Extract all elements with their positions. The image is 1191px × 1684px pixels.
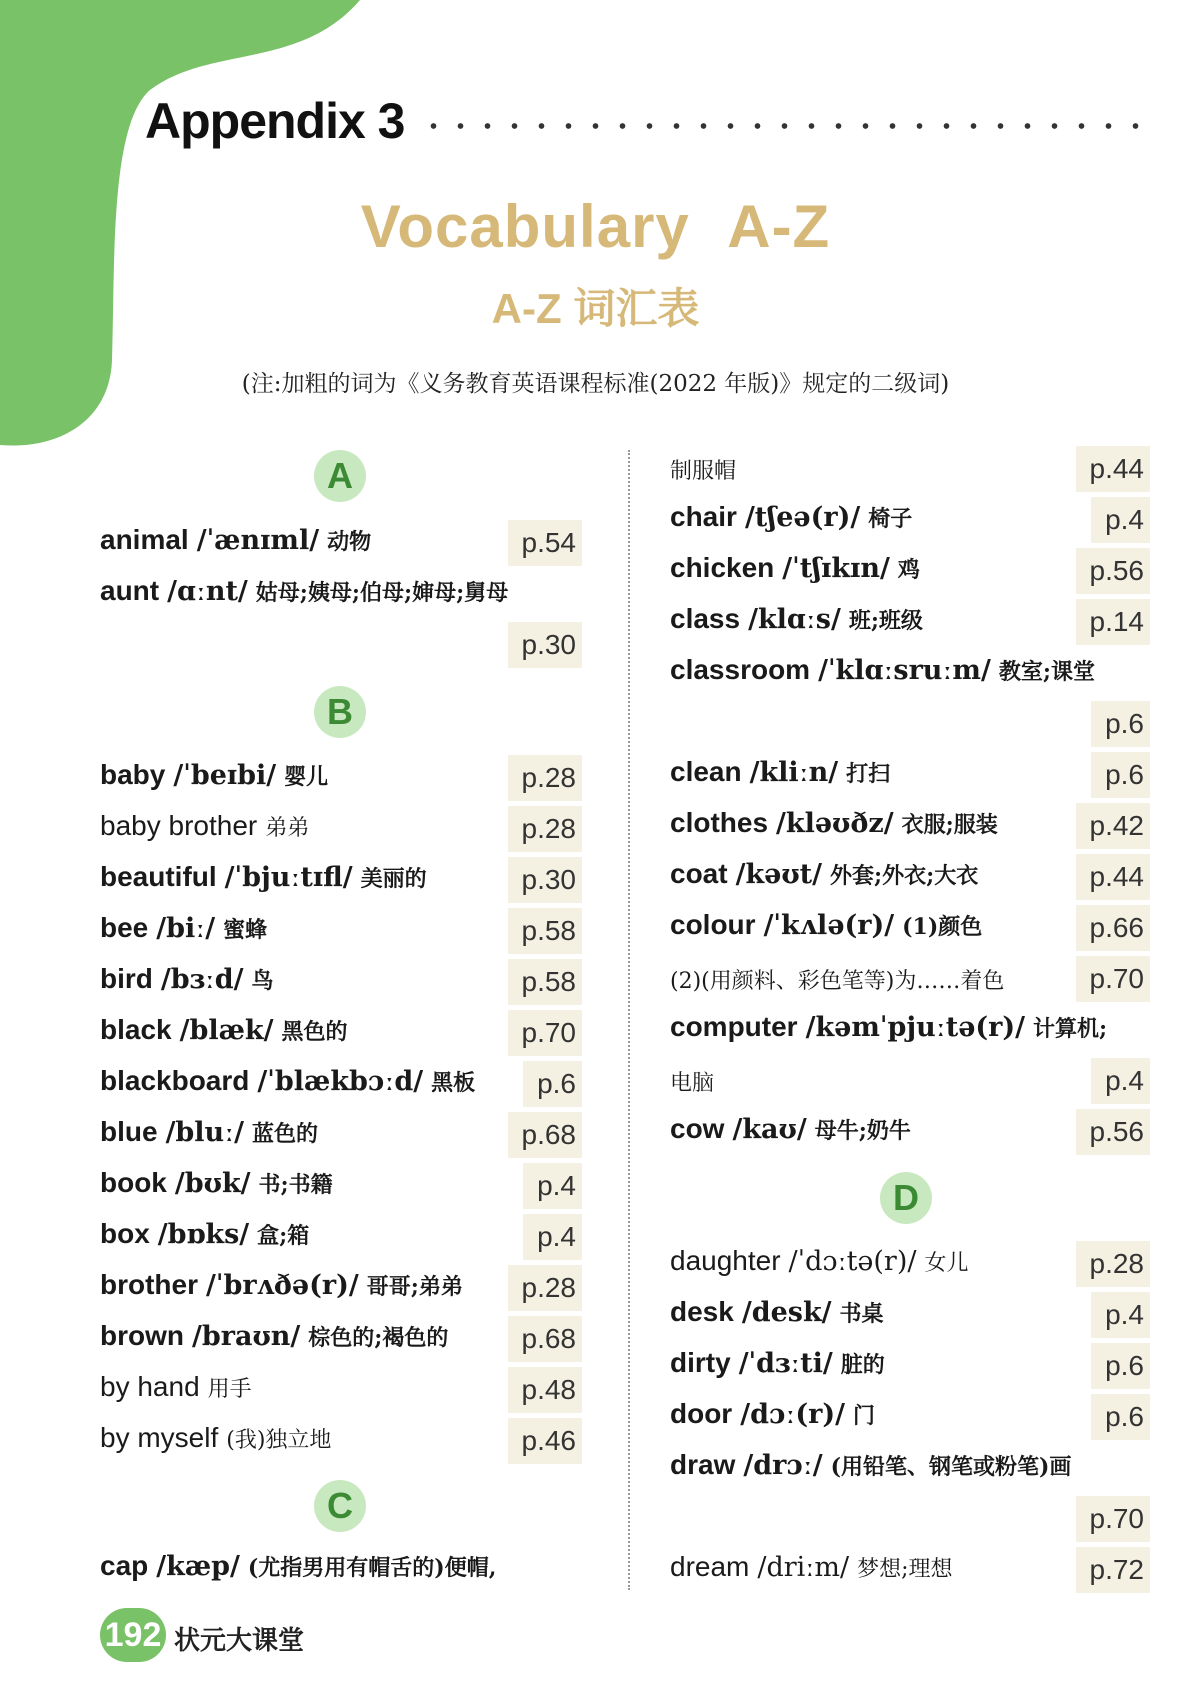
vocab-entry <box>100 571 582 621</box>
entry-ipa: /kliːn/ <box>749 757 839 788</box>
entry-ipa: /ˈbrʌðə(r)/ <box>206 1270 359 1301</box>
entry-word: classroom <box>670 654 811 685</box>
entry-ipa: /biː/ <box>156 913 216 944</box>
entry-term <box>100 912 267 944</box>
entry-word: brown <box>100 1320 184 1351</box>
entry-page: p.6 <box>523 1061 582 1107</box>
entry-term <box>100 1422 331 1454</box>
entry-meaning: 女儿 <box>924 1251 969 1276</box>
entry-meaning: 电脑 <box>670 1071 715 1096</box>
entry-ipa: /ˈænɪml/ <box>196 525 320 556</box>
entry-ipa: /braʊn/ <box>192 1321 301 1352</box>
entry-meaning: 班;班级 <box>848 608 923 634</box>
entry-page: p.28 <box>508 806 583 852</box>
entry-meaning: (尤指男用有帽舌的)便帽, <box>247 1555 497 1581</box>
vocab-entry <box>100 1546 582 1596</box>
entry-ipa: /kəʊt/ <box>735 859 822 890</box>
entry-term <box>100 1320 448 1352</box>
entry-word: coat <box>670 858 728 889</box>
entry-term <box>100 861 427 893</box>
letter-heading-c: C <box>314 1480 366 1532</box>
entry-page: p.72 <box>1076 1547 1151 1593</box>
entry-word: desk <box>670 1296 734 1327</box>
entry-page: p.44 <box>1076 854 1151 900</box>
entry-word: door <box>670 1398 733 1429</box>
entry-ipa: /ˈklɑːsruːm/ <box>818 655 991 686</box>
entry-meaning: (用铅笔、钢笔或粉笔)画 <box>830 1454 1072 1480</box>
vocab-entry <box>100 1061 582 1111</box>
entry-term <box>100 1116 318 1148</box>
entry-term <box>670 654 1095 686</box>
entry-meaning: 计算机; <box>1033 1016 1108 1042</box>
entry-word: black <box>100 1014 172 1045</box>
entry-term <box>100 1269 463 1301</box>
vocab-entry <box>100 1010 582 1060</box>
entry-word: box <box>100 1218 150 1249</box>
entry-page: p.68 <box>508 1112 583 1158</box>
entry-word: brother <box>100 1269 198 1300</box>
entry-page: p.66 <box>1076 905 1151 951</box>
entry-page: p.4 <box>523 1214 582 1260</box>
entry-ipa: /tʃeə(r)/ <box>744 502 861 533</box>
letter-heading-a: A <box>314 450 366 502</box>
entry-page: p.42 <box>1076 803 1151 849</box>
entry-meaning: 鸡 <box>897 557 920 583</box>
entry-word: baby <box>100 759 166 790</box>
entry-word: dream <box>670 1551 750 1582</box>
entry-page: p.48 <box>508 1367 583 1413</box>
entry-page: p.4 <box>1091 497 1150 543</box>
entry-page: p.54 <box>508 520 583 566</box>
entry-ipa: /driːm/ <box>757 1552 850 1583</box>
entry-meaning: 梦想;理想 <box>857 1557 953 1582</box>
entry-meaning: 椅子 <box>868 506 913 532</box>
entry-term <box>100 1550 496 1582</box>
vocab-entry-continuation <box>670 1058 1150 1108</box>
vocab-entry <box>670 1241 1150 1291</box>
entry-meaning: 婴儿 <box>284 764 329 790</box>
entry-ipa: /drɔː/ <box>743 1450 823 1481</box>
page-number: 192 <box>100 1608 166 1662</box>
entry-word: blackboard <box>100 1065 250 1096</box>
entry-ipa: /kæp/ <box>156 1551 240 1582</box>
entry-word: class <box>670 603 741 634</box>
entry-meaning: 教室;课堂 <box>998 659 1095 685</box>
vocab-entry <box>100 1418 582 1468</box>
vocab-entry <box>670 548 1150 598</box>
entry-ipa: /bluː/ <box>165 1117 245 1148</box>
entry-word: daughter <box>670 1245 781 1276</box>
entry-term <box>100 1065 475 1097</box>
vocab-entry <box>670 905 1150 955</box>
letter-heading-b: B <box>314 686 366 738</box>
entry-term <box>670 1551 953 1583</box>
entry-page: p.30 <box>508 857 583 903</box>
vocab-entry <box>100 1265 582 1315</box>
entry-word: chair <box>670 501 737 532</box>
entry-page: p.6 <box>1091 752 1150 798</box>
vocab-entry <box>670 1007 1150 1057</box>
entry-ipa: /bɒks/ <box>157 1219 250 1250</box>
entry-meaning: 鸟 <box>251 968 274 994</box>
vocab-entry <box>670 1343 1150 1393</box>
entry-meaning: (我)独立地 <box>226 1428 332 1453</box>
entry-word: colour <box>670 909 756 940</box>
entry-word: chicken <box>670 552 775 583</box>
entry-meaning: 蜜蜂 <box>223 917 268 943</box>
vocab-entry <box>100 520 582 570</box>
entry-word: book <box>100 1167 167 1198</box>
entry-page: p.6 <box>1091 1394 1150 1440</box>
entry-term <box>100 810 309 842</box>
entry-ipa: /kəmˈpjuːtə(r)/ <box>805 1012 1026 1043</box>
entry-meaning: 蓝色的 <box>252 1121 319 1147</box>
vocab-entry <box>670 854 1150 904</box>
entry-term <box>100 575 508 607</box>
entry-term <box>100 1014 348 1046</box>
entry-word: draw <box>670 1449 736 1480</box>
vocab-entry <box>100 1316 582 1366</box>
entry-ipa: /dɔː(r)/ <box>740 1399 846 1430</box>
entry-ipa: /ˈbjuːtɪfl/ <box>224 862 353 893</box>
entry-ipa: /ˈkʌlə(r)/ <box>763 910 895 941</box>
entry-page: p.30 <box>508 622 583 668</box>
vocab-entry <box>670 1547 1150 1597</box>
vocab-entry-continuation <box>670 446 1150 496</box>
entry-meaning: 黑板 <box>431 1070 476 1096</box>
entry-word: bee <box>100 912 149 943</box>
vocab-entry <box>100 1214 582 1264</box>
entry-ipa: /blæk/ <box>179 1015 274 1046</box>
entry-page: p.28 <box>508 755 583 801</box>
entry-page: p.4 <box>1091 1058 1150 1104</box>
entry-ipa: /bʊk/ <box>174 1168 251 1199</box>
entry-ipa: /ˈtʃɪkɪn/ <box>782 553 890 584</box>
entry-word: by hand <box>100 1371 200 1402</box>
entry-word: clothes <box>670 807 769 838</box>
vocab-entry <box>670 599 1150 649</box>
page-title: Vocabulary A-Z <box>360 193 831 260</box>
entry-meaning: 用手 <box>207 1377 252 1402</box>
appendix-label: Appendix 3 <box>145 93 405 149</box>
entry-word: bird <box>100 963 153 994</box>
entry-page: p.58 <box>508 908 583 954</box>
entry-term <box>100 1371 252 1403</box>
column-divider <box>628 450 630 1590</box>
entry-word: baby brother <box>100 810 258 841</box>
entry-term <box>100 759 328 791</box>
entry-page: p.6 <box>1091 1343 1150 1389</box>
entry-page: p.56 <box>1076 548 1151 594</box>
vocab-entry <box>100 1112 582 1162</box>
vocab-entry <box>670 497 1150 547</box>
entry-meaning: 动物 <box>327 529 372 555</box>
entry-page: p.28 <box>508 1265 583 1311</box>
vocab-entry-continuation <box>670 956 1150 1006</box>
entry-term <box>670 1011 1107 1043</box>
entry-ipa: /kləʊðz/ <box>776 808 894 839</box>
vocab-entry <box>100 1367 582 1417</box>
entry-word: cow <box>670 1113 725 1144</box>
entry-word: cap <box>100 1550 149 1581</box>
entry-ipa: /ɑːnt/ <box>167 576 248 607</box>
entry-meaning: 书桌 <box>839 1301 884 1327</box>
entry-term <box>100 963 274 995</box>
dotted-leader <box>420 122 1150 130</box>
vocab-entry <box>670 1109 1150 1159</box>
entry-page: p.4 <box>523 1163 582 1209</box>
entry-meaning: 门 <box>853 1403 876 1429</box>
entry-term <box>670 1245 968 1277</box>
vocab-entry-continuation <box>670 701 1150 751</box>
entry-page: p.14 <box>1076 599 1151 645</box>
letter-heading-d: D <box>880 1172 932 1224</box>
entry-meaning: 衣服;服装 <box>901 812 998 838</box>
vocab-entry <box>670 803 1150 853</box>
entry-ipa: /ˈblækbɔːd/ <box>257 1066 424 1097</box>
book-name: 状元大课堂 <box>174 1625 305 1655</box>
entry-meaning: 哥哥;弟弟 <box>366 1274 463 1300</box>
vocab-entry <box>670 1445 1150 1495</box>
entry-ipa: /ˈbeɪbi/ <box>173 760 277 791</box>
entry-page: p.44 <box>1076 446 1151 492</box>
entry-term <box>670 1449 1071 1481</box>
entry-word: dirty <box>670 1347 731 1378</box>
vocab-entry <box>100 959 582 1009</box>
vocab-entry-continuation <box>670 1496 1150 1546</box>
entry-ipa: /ˈdɜːti/ <box>738 1348 833 1379</box>
entry-ipa: /kaʊ/ <box>732 1114 807 1145</box>
entry-page: p.70 <box>1076 956 1151 1002</box>
entry-word: clean <box>670 756 742 787</box>
vocab-entry <box>100 857 582 907</box>
entry-meaning: (2)(用颜料、彩色笔等)为……着色 <box>670 969 1005 994</box>
vocab-entry <box>670 1292 1150 1342</box>
entry-meaning: 美丽的 <box>360 866 427 892</box>
entry-meaning: 书;书籍 <box>258 1172 333 1198</box>
entry-term <box>670 1347 885 1379</box>
entry-term <box>670 501 912 533</box>
note-text: (注:加粗的词为《义务教育英语课程标准(2022 年版)》规定的二级词) <box>241 371 950 397</box>
entry-meaning: (1)颜色 <box>902 914 983 940</box>
entry-term <box>670 858 978 890</box>
entry-word: animal <box>100 524 189 555</box>
entry-term <box>670 1296 884 1328</box>
entry-page: p.70 <box>1076 1496 1151 1542</box>
entry-term <box>100 1167 333 1199</box>
vocab-entry <box>100 806 582 856</box>
vocab-entry-continuation <box>100 622 582 672</box>
entry-page: p.46 <box>508 1418 583 1464</box>
entry-meaning: 黑色的 <box>281 1019 348 1045</box>
entry-term <box>670 552 920 584</box>
entry-meaning: 棕色的;褐色的 <box>308 1325 449 1351</box>
entry-word: beautiful <box>100 861 217 892</box>
entry-term <box>670 603 923 635</box>
entry-meaning: 打扫 <box>846 761 891 787</box>
entry-meaning: 盒;箱 <box>257 1223 310 1249</box>
entry-term <box>670 807 998 839</box>
vocab-entry <box>100 1163 582 1213</box>
entry-page: p.6 <box>1091 701 1150 747</box>
entry-page: p.56 <box>1076 1109 1151 1155</box>
entry-term <box>670 1398 875 1430</box>
entry-page: p.68 <box>508 1316 583 1362</box>
vocab-entry <box>100 908 582 958</box>
page-subtitle: A-Z 词汇表 <box>491 285 700 332</box>
entry-ipa: /bɜːd/ <box>160 964 244 995</box>
entry-word: aunt <box>100 575 160 606</box>
entry-meaning: 母牛;奶牛 <box>814 1118 911 1144</box>
entry-term <box>670 756 890 788</box>
entry-term <box>100 524 371 556</box>
entry-ipa: /ˈdɔːtə(r)/ <box>788 1246 917 1277</box>
vocab-entry <box>100 755 582 805</box>
entry-meaning: 制服帽 <box>670 459 737 484</box>
entry-ipa: /desk/ <box>741 1297 832 1328</box>
entry-term <box>670 909 982 941</box>
entry-meaning: 外套;外衣;大衣 <box>830 863 979 889</box>
entry-page: p.4 <box>1091 1292 1150 1338</box>
entry-page: p.28 <box>1076 1241 1151 1287</box>
entry-page: p.58 <box>508 959 583 1005</box>
entry-meaning: 脏的 <box>840 1352 885 1378</box>
entry-word: computer <box>670 1011 798 1042</box>
entry-word: by myself <box>100 1422 219 1453</box>
entry-page: p.70 <box>508 1010 583 1056</box>
vocab-entry <box>670 650 1150 700</box>
entry-meaning: 姑母;姨母;伯母;婶母;舅母 <box>255 580 509 606</box>
entry-term <box>670 1113 911 1145</box>
entry-word: blue <box>100 1116 158 1147</box>
vocab-entry <box>670 752 1150 802</box>
vocab-entry <box>670 1394 1150 1444</box>
entry-ipa: /klɑːs/ <box>748 604 841 635</box>
entry-term <box>100 1218 309 1250</box>
entry-meaning: 弟弟 <box>265 816 310 841</box>
